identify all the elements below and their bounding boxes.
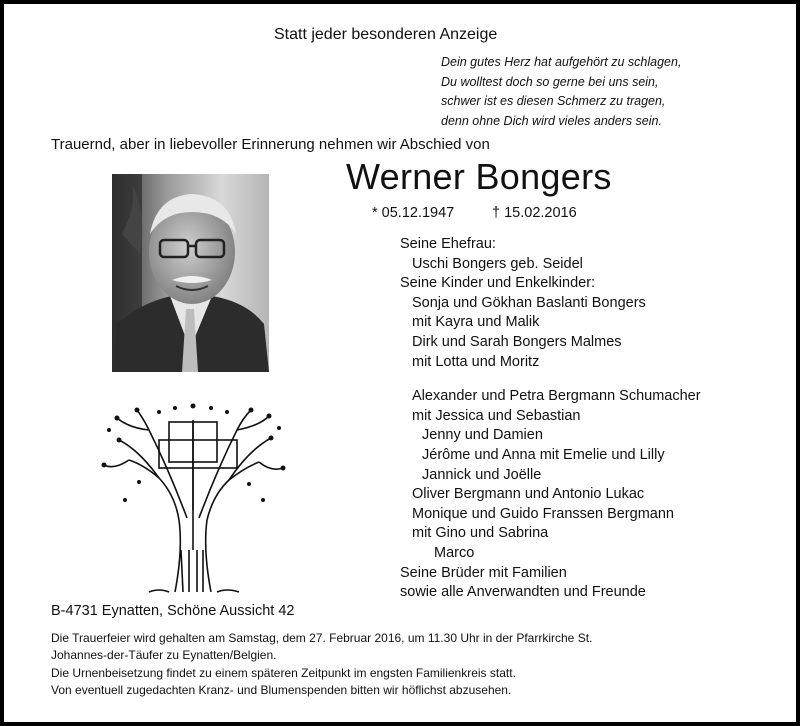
family-gap	[400, 372, 701, 387]
notice-line: Von eventuell zugedachten Kranz- und Blumenspenden bitten wir höflichst abzusehen.	[51, 682, 512, 697]
family-line: Jenny und Damien	[422, 427, 543, 444]
family-line: mit Gino und Sabrina	[412, 525, 549, 542]
deceased-name: Werner Bongers	[346, 156, 612, 197]
poem-line: Du wolltest doch so gerne bei uns sein,	[441, 74, 659, 89]
family-line: Monique und Guido Franssen Bergmann	[412, 505, 674, 522]
family-line: mit Lotta und Moritz	[412, 353, 540, 370]
family-line: Jérôme und Anna mit Emelie und Lilly	[422, 446, 665, 463]
family-line: Jannick und Joëlle	[422, 466, 542, 483]
family-line: Uschi Bongers geb. Seidel	[412, 255, 583, 272]
family-line: Seine Ehefrau:	[400, 236, 496, 252]
intro-text: Trauernd, aber in liebevoller Erinnerung nehmen wir Abschied von	[51, 136, 490, 153]
family-line: mit Jessica und Sebastian	[412, 407, 581, 424]
family-line: Marco	[434, 544, 475, 561]
header-text: Statt jeder besonderen Anzeige	[274, 26, 498, 43]
poem-line: Dein gutes Herz hat aufgehört zu schlagen,	[441, 55, 682, 69]
notice-line: Die Urnenbeisetzung findet zu einem späteren Zeitpunkt im engsten Familienkreis statt.	[51, 665, 516, 680]
family-line: Seine Kinder und Enkelkinder:	[400, 275, 596, 292]
poem-line: schwer ist es diesen Schmerz zu tragen,	[441, 94, 666, 108]
family-line: Oliver Bergmann und Antonio Lukac	[412, 486, 645, 503]
address: B-4731 Eynatten, Schöne Aussicht 42	[51, 603, 295, 619]
family-line: Alexander und Petra Bergmann Schumacher	[412, 388, 701, 405]
family-list	[400, 235, 701, 603]
portrait-photo	[112, 174, 269, 372]
family-line: Sonja und Gökhan Baslanti Bongers	[412, 294, 646, 311]
family-line: sowie alle Anverwandten und Freunde	[400, 584, 646, 601]
notice-line: Johannes-der-Täufer zu Eynatten/Belgien.	[51, 648, 277, 663]
death-date: † 15.02.2016	[492, 205, 577, 221]
poem	[441, 53, 681, 131]
notice-line: Die Trauerfeier wird gehalten am Samstag, dem 27. Februar 2016, um 11.30 Uhr in der Pfarrkirche St.	[51, 631, 593, 645]
tree-cross-icon	[99, 400, 287, 596]
birth-date: * 05.12.1947	[372, 205, 455, 221]
family-line: Seine Brüder mit Familien	[400, 564, 567, 581]
family-line: mit Kayra und Malik	[412, 314, 540, 331]
poem-line: denn ohne Dich wird vieles anders sein.	[441, 113, 662, 128]
family-line: Dirk und Sarah Bongers Malmes	[412, 333, 622, 350]
funeral-notice	[51, 630, 592, 699]
